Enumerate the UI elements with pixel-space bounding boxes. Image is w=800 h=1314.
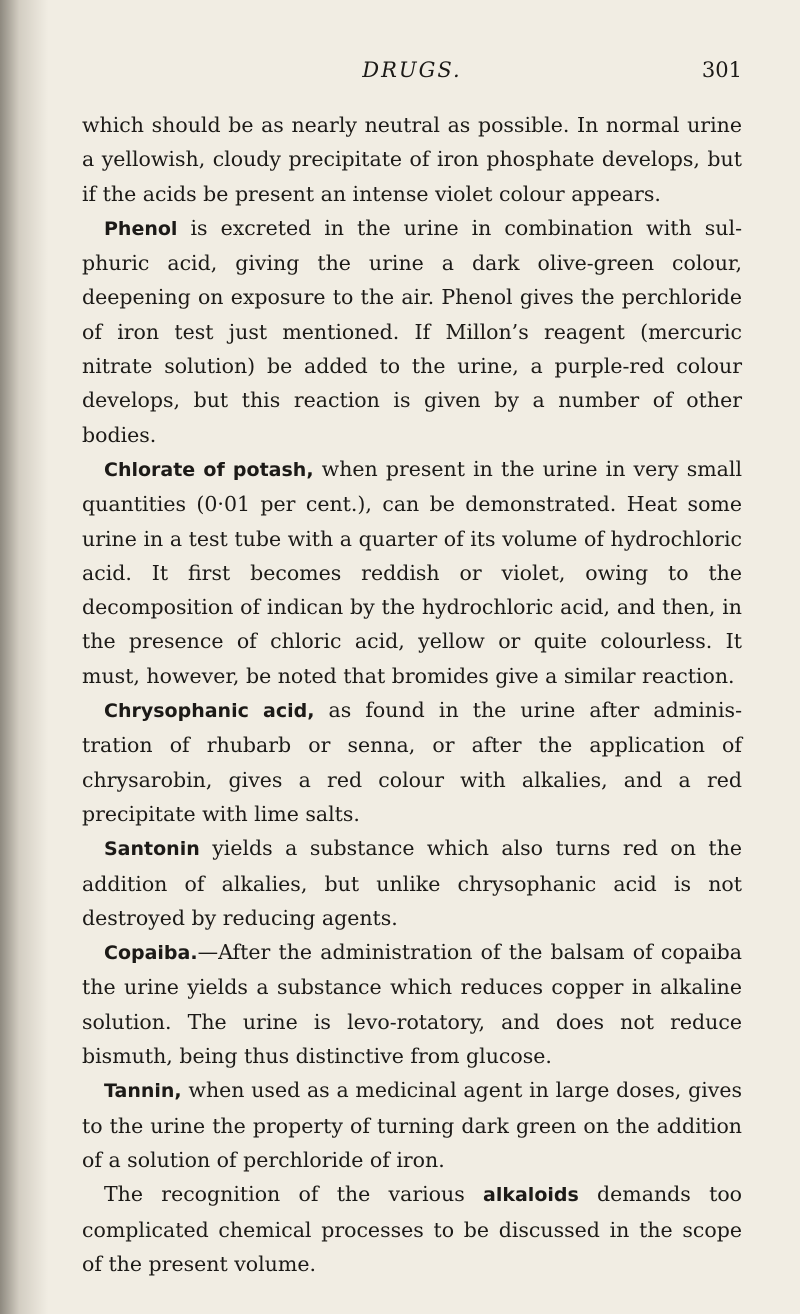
page-number: 301 — [701, 58, 742, 82]
running-title: DRUGS. — [362, 58, 462, 82]
paragraph-lead: Copaiba. — [104, 942, 198, 965]
running-head — [82, 56, 742, 96]
paragraph-text: The recognition of the various — [104, 1182, 484, 1207]
paragraph-lead: Chrysophanic acid, — [104, 700, 315, 723]
paragraph-chlorate-of-potash — [82, 452, 742, 693]
paragraph-alkaloids — [82, 1177, 742, 1281]
paragraph-lead: Tannin, — [104, 1080, 182, 1103]
paragraph-lead: Phenol — [104, 217, 178, 240]
paragraph-text: when present in the urine in very small quantities (0·01 per cent.), can be demonstrated. Heat some urine in a test tube with a quarter of its volume of hydrochloric acid. It first becomes reddish or violet, owing to the decomposition of indican by the hydrochloric acid, and then, in the presence of chloric acid, yellow or quite colourless. It must, however, be noted that bromides give a similar reaction. — [82, 456, 742, 688]
paragraph-text-after: demands too complicated chemical processes to be discussed in the scope of the present volume. — [82, 1182, 742, 1276]
paragraph-phenol — [82, 211, 742, 452]
book-page — [82, 56, 742, 1281]
paragraph-text: —After the administration of the balsam of copaiba the urine yields a substance which reduces copper in alkaline solution. The urine is levo-rotatory, and does not reduce bismuth, being thus distinctive from glucose. — [82, 940, 742, 1069]
paragraph-tannin — [82, 1073, 742, 1177]
paragraph-chrysophanic-acid — [82, 693, 742, 831]
paragraph-lead: Chlorate of potash, — [104, 458, 314, 481]
paragraph-text: yields a substance which also turns red on the addition of alkalies, but unlike chrysophanic acid is not destroyed by reducing agents. — [82, 836, 742, 930]
paragraph-copaiba — [82, 935, 742, 1073]
paragraph-santonin — [82, 831, 742, 935]
body-text — [82, 108, 742, 1281]
paragraph-continuation — [82, 108, 742, 211]
inline-bold-term: alkaloids — [483, 1184, 579, 1207]
paragraph-text: which should be as nearly neutral as possible. In normal urine a yellowish, cloudy precipitate of iron phosphate develops, but if the acids be present an intense violet colour appears. — [82, 113, 742, 206]
paragraph-text: when used as a medicinal agent in large doses, gives to the urine the property of turning dark green on the addition of a solution of perchloride of iron. — [82, 1078, 742, 1172]
paragraph-text: is excreted in the urine in combination with sulphuric acid, giving the urine a dark olive-green colour, deepening on exposure to the air. Phenol gives the perchloride of iron test just mentioned. If Millon’s reagent (mercuric nitrate solution) be added to the urine, a purple-red colour develops, but this reaction is given by a number of other bodies. — [82, 215, 742, 447]
binding-shadow — [0, 0, 48, 1314]
paragraph-lead: Santonin — [104, 838, 200, 861]
paragraph-text: as found in the urine after administration of rhubarb or senna, or after the application of chrysarobin, gives a red colour with alkalies, and a red precipitate with lime salts. — [82, 698, 742, 826]
